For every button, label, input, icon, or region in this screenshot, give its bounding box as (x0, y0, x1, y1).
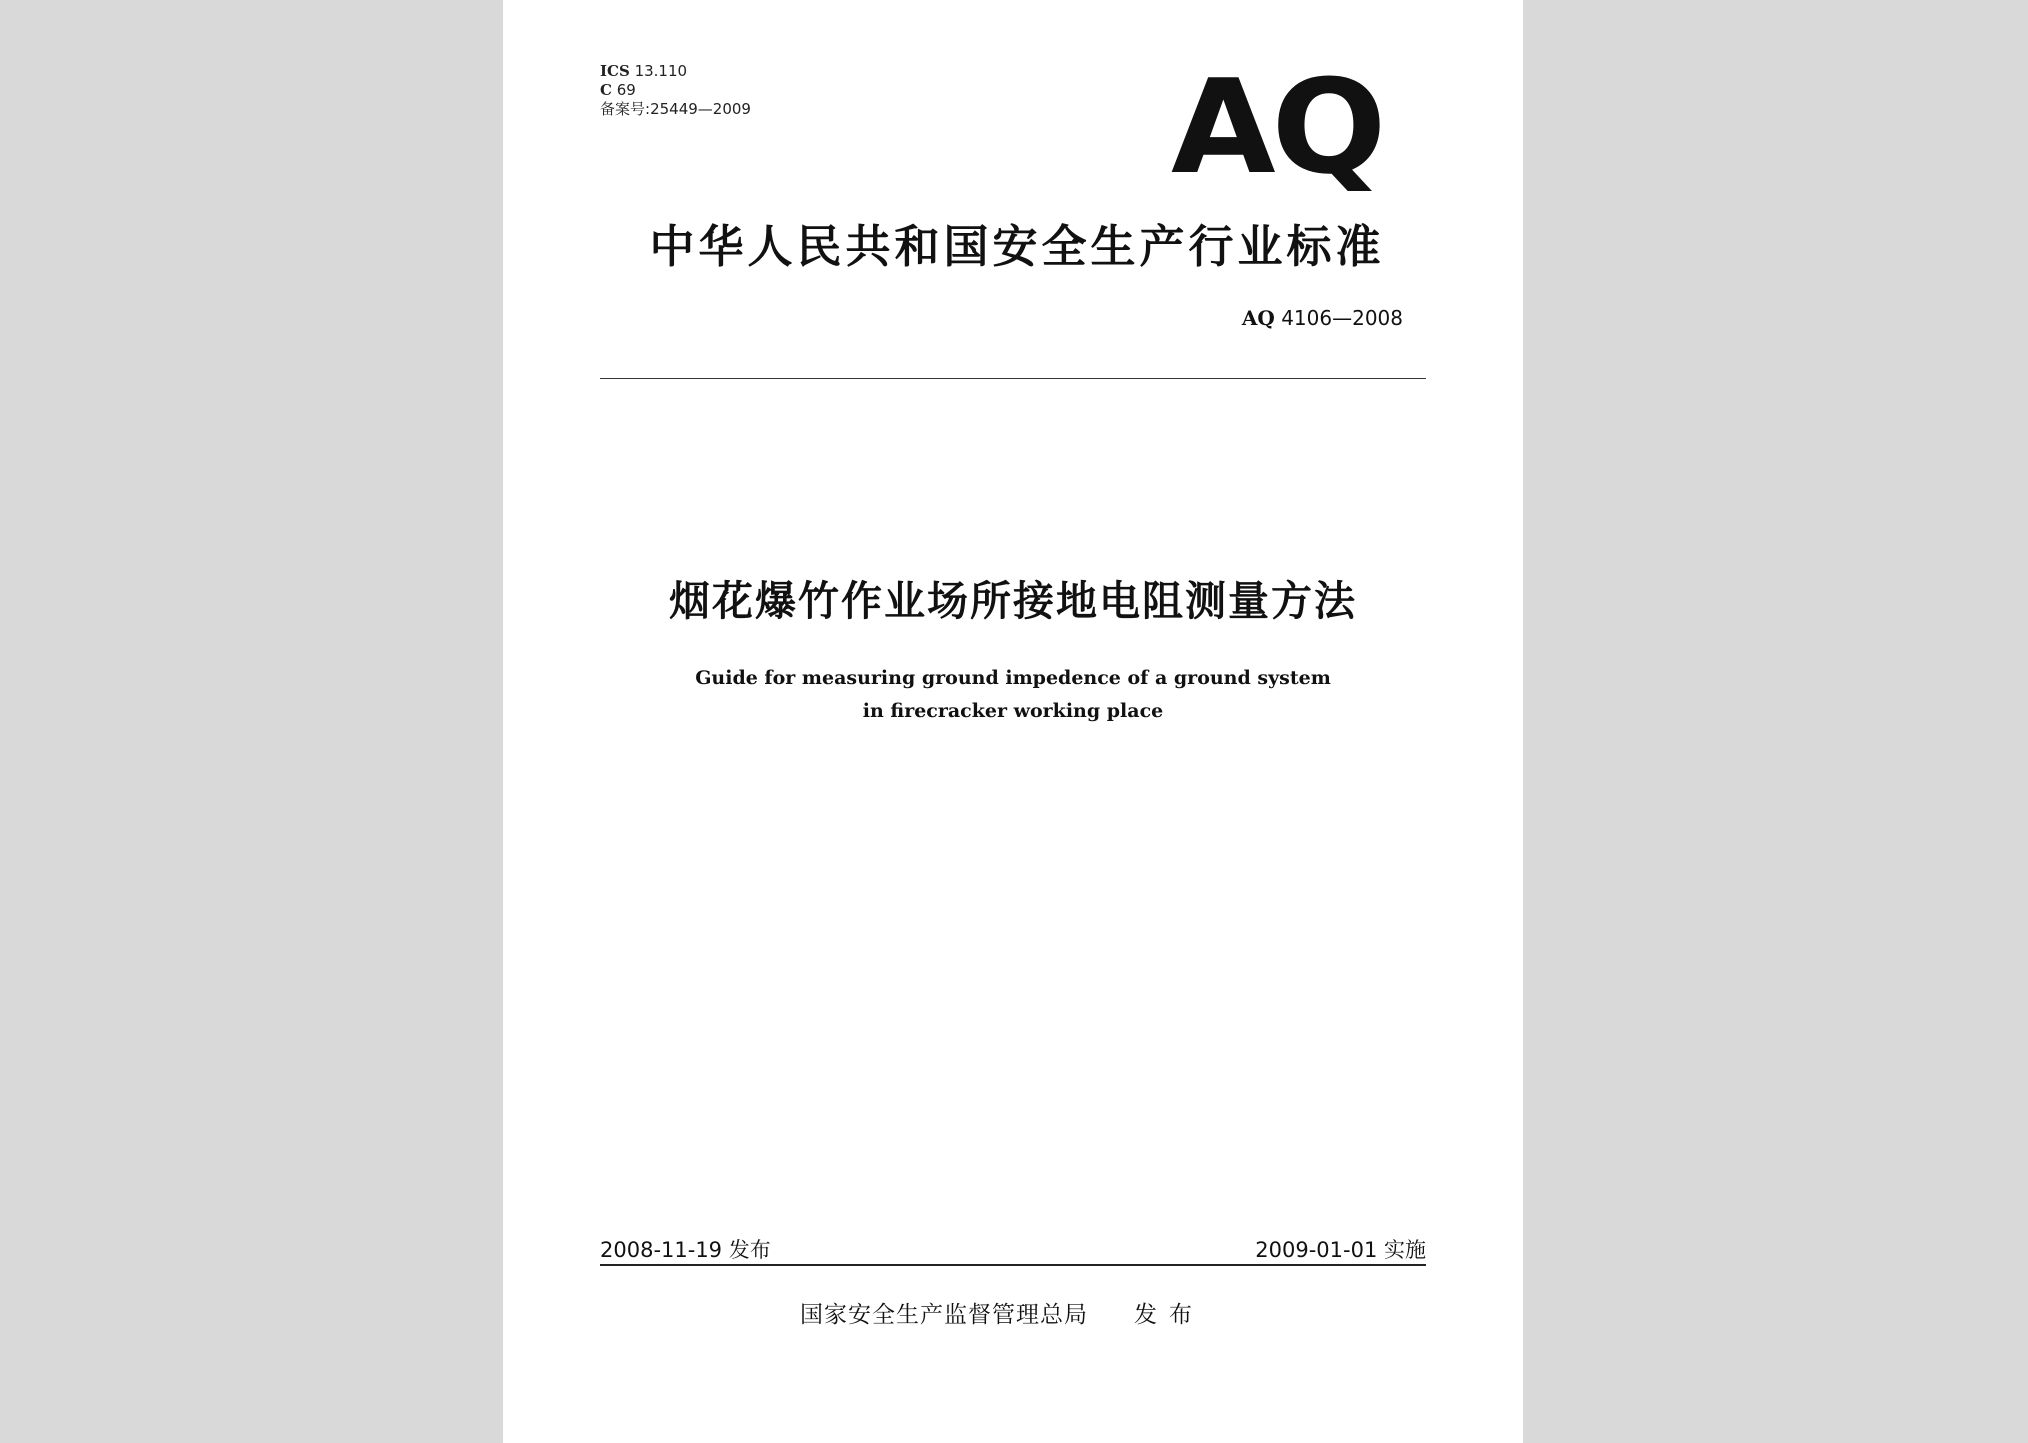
issuer-name: 国家安全生产监督管理总局 (800, 1302, 1088, 1328)
class-line (600, 81, 751, 100)
document-title-cn: 烟花爆竹作业场所接地电阻测量方法 (669, 577, 1357, 625)
standard-number-prefix: AQ (1241, 306, 1275, 330)
bottom-divider (600, 1264, 1426, 1266)
implement-date: 2009-01-01 实施 (1255, 1238, 1426, 1262)
record-line (600, 100, 751, 119)
document-title-en-line1: Guide for measuring ground impedence of a ground system (695, 667, 1331, 689)
ics-value: 13.110 (634, 62, 688, 80)
record-label: 备案号: (600, 100, 651, 118)
document-page (503, 0, 1523, 1443)
aq-logo: AQ (1171, 51, 1383, 203)
issue-date: 2008-11-19 发布 (600, 1238, 771, 1262)
ics-label: ICS (600, 62, 630, 80)
classification-block (600, 62, 751, 119)
standard-number (1242, 306, 1403, 330)
document-title-en (503, 662, 1523, 728)
standard-title: 中华人民共和国安全生产行业标准 (649, 220, 1385, 273)
class-label: C (600, 81, 612, 99)
document-title-en-line2: in firecracker working place (862, 700, 1164, 722)
issuer (800, 1296, 1204, 1329)
ics-line (600, 62, 751, 81)
top-divider (600, 378, 1426, 379)
class-value: 69 (616, 81, 636, 99)
standard-number-value: 4106—2008 (1281, 306, 1403, 330)
record-value: 25449—2009 (650, 100, 751, 118)
issuer-verb: 发布 (1134, 1302, 1204, 1328)
